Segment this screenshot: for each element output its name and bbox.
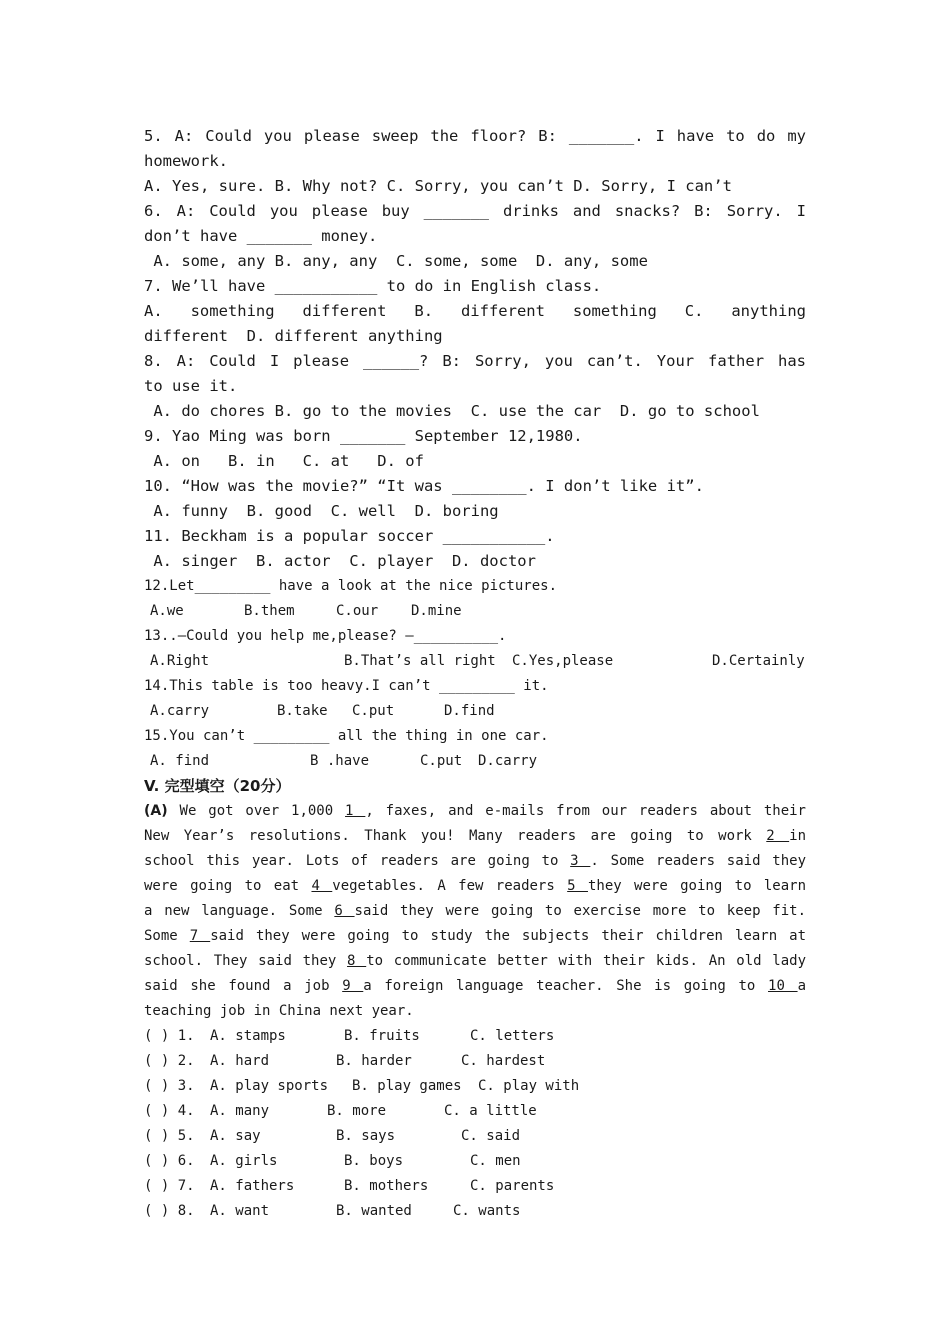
option-a: A. girls: [210, 1153, 278, 1169]
answer-row-2: [144, 1049, 806, 1074]
option-c: C. wants: [453, 1203, 521, 1219]
question-14-options: [144, 699, 806, 724]
option-a: A. play sports: [210, 1078, 329, 1094]
option: C.put: [352, 703, 395, 719]
passage-line-5: a new language. Some 6 said they were going to exercise more to keep fit.: [144, 903, 806, 919]
option: C.Yes,please: [512, 653, 614, 669]
option: D.carry: [478, 753, 538, 769]
passage-line-2: New Year’s resolutions. Thank you! Many readers are going to work 2 in: [144, 828, 806, 844]
option: B .have: [310, 753, 370, 769]
question-6-line-2: don’t have _______ money.: [144, 227, 378, 245]
blank-8: 8: [347, 953, 367, 969]
answer-number: ( ) 7.: [144, 1178, 195, 1194]
option: C.put: [420, 753, 463, 769]
option: A.carry: [150, 703, 210, 719]
passage-label: (A): [144, 803, 168, 819]
option-c: C. parents: [470, 1178, 555, 1194]
answer-number: ( ) 4.: [144, 1103, 195, 1119]
option-a: A. hard: [210, 1053, 270, 1069]
question-10-options: A. funny B. good C. well D. boring: [144, 502, 499, 520]
option-b: B. fruits: [344, 1028, 420, 1044]
answer-number: ( ) 1.: [144, 1028, 195, 1044]
question-11-options: A. singer B. actor C. player D. doctor: [144, 552, 536, 570]
passage-line-8: said she found a job 9 a foreign language teacher. She is going to 10 a: [144, 978, 806, 994]
answer-row-7: [144, 1174, 806, 1199]
option: D.Certainly: [712, 653, 805, 669]
blank-9: 9: [342, 978, 364, 994]
blank-1: 1: [345, 803, 366, 819]
blank-7: 7: [189, 928, 211, 944]
question-7-stem: 7. We’ll have ___________ to do in English class.: [144, 277, 602, 295]
question-10-stem: 10. “How was the movie?” “It was ________. I don’t like it”.: [144, 477, 704, 495]
answer-number: ( ) 8.: [144, 1203, 195, 1219]
option-b: B. play games: [352, 1078, 462, 1094]
option-b: B. more: [327, 1103, 387, 1119]
blank-10: 10: [768, 978, 798, 994]
option: B.them: [244, 603, 295, 619]
answer-row-3: [144, 1074, 806, 1099]
question-8-line-2: to use it.: [144, 377, 238, 395]
option-a: A. stamps: [210, 1028, 286, 1044]
question-15-options: [144, 749, 806, 774]
option: D.mine: [411, 603, 462, 619]
option-a: A. many: [210, 1103, 270, 1119]
question-6-line-1: 6. A: Could you please buy _______ drinks and snacks? B: Sorry. I: [144, 202, 806, 220]
question-13-stem: 13..—Could you help me,please? —__________.: [144, 628, 507, 644]
question-5-line-1: 5. A: Could you please sweep the floor? B: _______. I have to do my: [144, 127, 806, 145]
option: A. find: [150, 753, 210, 769]
option: B.That’s all right: [344, 653, 496, 669]
passage-line-7: school. They said they 8 to communicate better with their kids. An old lady: [144, 953, 806, 969]
question-5-line-2: homework.: [144, 152, 228, 170]
blank-6: 6: [334, 903, 355, 919]
option-b: B. wanted: [336, 1203, 412, 1219]
question-12-options: [144, 599, 806, 624]
answer-row-6: [144, 1149, 806, 1174]
answer-number: ( ) 2.: [144, 1053, 195, 1069]
option: A.Right: [150, 653, 210, 669]
passage-line-6: Some 7 said they were going to study the subjects their children learn at: [144, 928, 806, 944]
passage-line-9: teaching job in China next year.: [144, 1003, 414, 1019]
question-9-options: A. on B. in C. at D. of: [144, 452, 424, 470]
question-7-options-line-2: different D. different anything: [144, 327, 443, 345]
option: A.we: [150, 603, 184, 619]
passage-line-4: were going to eat 4 vegetables. A few readers 5 they were going to learn: [144, 878, 806, 894]
option-c: C. men: [470, 1153, 521, 1169]
option: C.our: [336, 603, 379, 619]
question-15-stem: 15.You can’t _________ all the thing in one car.: [144, 728, 549, 744]
question-5-options: A. Yes, sure. B. Why not? C. Sorry, you can’t D. Sorry, I can’t: [144, 177, 732, 195]
question-13-options: [144, 649, 806, 674]
question-7-options-line-1: A. something different B. different something C. anything: [144, 302, 806, 320]
exam-page: [144, 124, 806, 1224]
option-c: C. hardest: [461, 1053, 546, 1069]
answer-number: ( ) 5.: [144, 1128, 195, 1144]
option-a: A. say: [210, 1128, 261, 1144]
blank-5: 5: [567, 878, 588, 894]
option-a: A. want: [210, 1203, 270, 1219]
section-title: V. 完型填空（20分）: [144, 777, 291, 795]
passage-line-1: (A) We got over 1,000 1 , faxes, and e-mails from our readers about their: [144, 803, 806, 819]
option-c: C. letters: [470, 1028, 555, 1044]
option: B.take: [277, 703, 328, 719]
answer-row-5: [144, 1124, 806, 1149]
option-b: B. says: [336, 1128, 396, 1144]
option-c: C. play with: [478, 1078, 580, 1094]
question-8-options: A. do chores B. go to the movies C. use the car D. go to school: [144, 402, 760, 420]
blank-3: 3: [570, 853, 591, 869]
question-12-stem: 12.Let_________ have a look at the nice pictures.: [144, 578, 558, 594]
question-11-stem: 11. Beckham is a popular soccer ___________.: [144, 527, 555, 545]
option-c: C. said: [461, 1128, 521, 1144]
answer-row-1: [144, 1024, 806, 1049]
answer-number: ( ) 6.: [144, 1153, 195, 1169]
blank-2: 2: [766, 828, 790, 844]
answer-row-4: [144, 1099, 806, 1124]
passage-line-3: school this year. Lots of readers are going to 3 . Some readers said they: [144, 853, 806, 869]
option-a: A. fathers: [210, 1178, 295, 1194]
answer-number: ( ) 3.: [144, 1078, 195, 1094]
option-b: B. harder: [336, 1053, 412, 1069]
option-b: B. mothers: [344, 1178, 429, 1194]
option-b: B. boys: [344, 1153, 404, 1169]
option-c: C. a little: [444, 1103, 537, 1119]
blank-4: 4: [311, 878, 333, 894]
question-14-stem: 14.This table is too heavy.I can’t _________ it.: [144, 678, 549, 694]
question-8-line-1: 8. A: Could I please ______? B: Sorry, you can’t. Your father has: [144, 352, 806, 370]
option: D.find: [444, 703, 495, 719]
answer-row-8: [144, 1199, 806, 1224]
question-9-stem: 9. Yao Ming was born _______ September 12,1980.: [144, 427, 583, 445]
question-6-options: A. some, any B. any, any C. some, some D. any, some: [144, 252, 648, 270]
